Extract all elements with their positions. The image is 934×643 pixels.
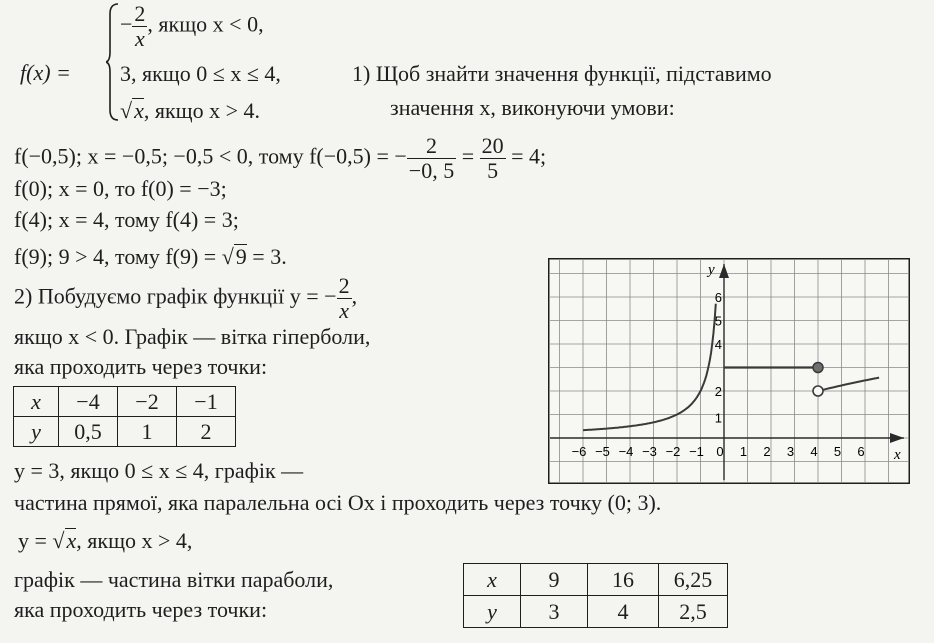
- line-part-line1: y = 3, якщо 0 ≤ x ≤ 4, графік —: [14, 458, 304, 483]
- y-tick-label: 5: [714, 313, 722, 329]
- table-cell: −2: [118, 387, 177, 417]
- x-axis-label: x: [894, 447, 901, 463]
- points-table-hyperbola: [13, 386, 236, 447]
- y-tick-label: 1: [714, 410, 722, 426]
- x-tick-label: 4: [810, 444, 818, 459]
- table-cell: 9: [521, 564, 588, 596]
- calc-row-1: f(−0,5); x = −0,5; −0,5 < 0, тому f(−0,5) = − $\frac{2}{-0, 5}$ = $\frac{20}{5}$ = 4;: [14, 133, 547, 184]
- closed-point: [813, 363, 823, 373]
- x-tick-label: −6: [571, 444, 587, 459]
- table-cell: x: [464, 564, 521, 596]
- step2-line3: яка проходить через точки:: [14, 354, 268, 379]
- y-tick-label: 2: [714, 384, 722, 399]
- x-tick-label: 1: [739, 444, 748, 459]
- table-cell: 1: [118, 417, 177, 447]
- x-axis-arrow: [890, 433, 904, 443]
- function-graph: [548, 258, 910, 484]
- step1-line2: значення x, виконуючи умови:: [390, 95, 675, 120]
- line-part-line2: частина прямої, яка паралельна осі Ox і проходить через точку (0; 3).: [14, 490, 662, 515]
- table-cell: y: [464, 596, 521, 628]
- case-negative: − $\frac{2}{x}$ , якщо x < 0,: [120, 1, 264, 52]
- sqrt-part-line1: y = √x, якщо x > 4,: [18, 528, 193, 553]
- table-cell: 4: [588, 596, 659, 628]
- x-tick-label: 2: [763, 444, 771, 459]
- calc-row-4: f(9); 9 > 4, тому f(9) = √9 = 3.: [14, 244, 287, 269]
- y-tick-label: 4: [714, 337, 722, 352]
- points-table-sqrt: [463, 563, 728, 628]
- x-tick-label: 0: [716, 444, 724, 459]
- table-row: [14, 417, 236, 447]
- graph-canvas: [548, 258, 910, 484]
- sqrt-part-line3: яка проходить через точки:: [14, 597, 268, 622]
- x-tick-label: 5: [833, 444, 842, 459]
- table-cell: 6,25: [659, 564, 728, 596]
- hyperbola-curve: [583, 304, 716, 431]
- x-tick-label: −5: [595, 444, 610, 459]
- table-cell: 0,5: [59, 417, 118, 447]
- table-cell: 3: [521, 596, 588, 628]
- table-row: [14, 387, 236, 417]
- calc-row-3: f(4); x = 4, тому f(4) = 3;: [14, 207, 239, 232]
- table-cell: 16: [588, 564, 659, 596]
- x-tick-label: 3: [786, 444, 795, 459]
- table-row: [464, 596, 728, 628]
- table-cell: 2: [177, 417, 236, 447]
- y-axis-arrow: [719, 264, 729, 278]
- table-cell: x: [14, 387, 59, 417]
- x-tick-label: −3: [642, 444, 657, 459]
- table-cell: −4: [59, 387, 118, 417]
- open-point: [813, 386, 823, 396]
- y-axis-label: y: [708, 262, 715, 278]
- x-tick-label: 6: [857, 444, 865, 459]
- x-tick-label: −2: [665, 444, 681, 459]
- step2-line1: 2) Побудуємо графік функції y = − $\frac{2}{x}$ ,: [14, 273, 358, 324]
- case-constant: 3, якщо 0 ≤ x ≤ 4,: [120, 61, 281, 86]
- sqrt-curve: [818, 378, 879, 391]
- table-cell: −1: [177, 387, 236, 417]
- function-label: f(x) =: [20, 60, 71, 85]
- x-tick-label: −1: [689, 444, 704, 459]
- step2-line2: якщо x < 0. Графік — вітка гіперболи,: [14, 324, 371, 349]
- table-cell: y: [14, 417, 59, 447]
- case-sqrt: √x, якщо x > 4.: [120, 98, 260, 123]
- calc-row-2: f(0); x = 0, то f(0) = −3;: [14, 176, 227, 201]
- left-brace: [106, 2, 120, 122]
- y-tick-label: 6: [714, 290, 722, 305]
- x-tick-label: −4: [618, 444, 634, 459]
- sqrt-part-line2: графік — частина вітки параболи,: [14, 567, 334, 592]
- table-cell: 2,5: [659, 596, 728, 628]
- table-row: [464, 564, 728, 596]
- step1-line1: 1) Щоб знайти значення функції, підставимо: [352, 61, 772, 86]
